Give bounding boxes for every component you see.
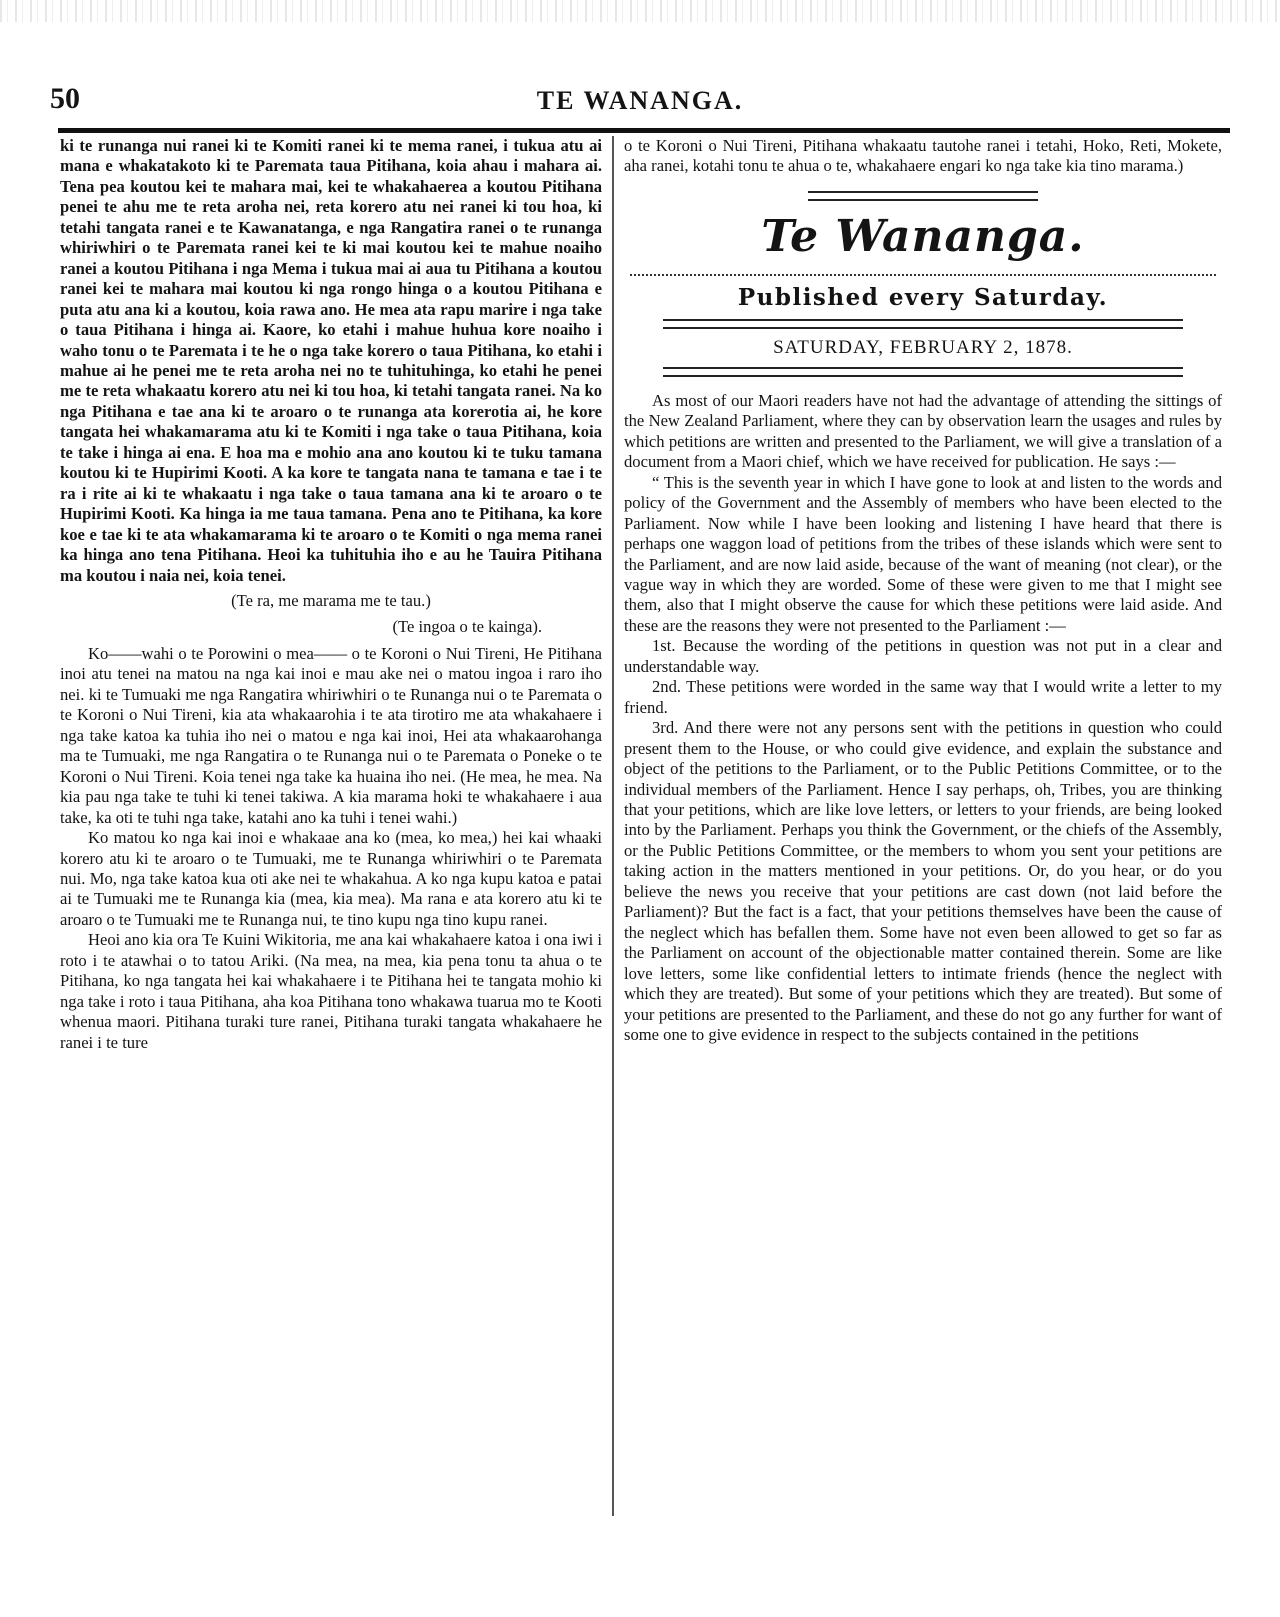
reason-second: 2nd. These petitions were worded in the same way that I would write a letter to my friend. [624, 677, 1222, 717]
petition-witness-paragraph: Ko matou ko nga kai inoi e whakaae ana ko (mea, ko mea,) hei kai whaaki korero atu ki te aroaro o te Tumuaki, me te Runanga whiriwhiri o te Paremata nui. Mo, nga take katoa kua oti ake nei te whakahua. A ko nga kupu katoa e patai ai te Tumuaki me te Runanga kia (mea, kia mea). Ma rana e ata korero atu ki te aroaro o te Tumuaki me te Runanga nui, te tino kupu nga tino kupu ranei. [60, 828, 602, 929]
reason-first: 1st. Because the wording of the petitions in question was not put in a clear and understandable way. [624, 636, 1222, 676]
column-divider [612, 136, 614, 1516]
masthead-title: Te Wananga. [761, 210, 1085, 262]
right-column [624, 136, 1222, 1045]
place-placeholder-line: (Te ingoa o te kainga). [392, 616, 542, 636]
publication-frequency: Published every Saturday. [737, 283, 1109, 311]
maori-text-paragraph: ki te runanga nui ranei ki te Komiti ranei ki te mema ranei, i tukua atu ai mana e whakatakoto ki te Paremata taua Pitihana, koia ahau i mahara ai. Tena pea koutou kei te mahara mai, kei te whakahaerea a koutou Pitihana penei te ahu me te reta aroha nei, reta korero atu nei ranei ki tou hoa, ki tetahi tangata ranei e te Kawanatanga, e nga Rangatira ranei o te runanga whiriwhiri o te Paremata ranei kei te ki mai koutou kei te mahue noaiho ranei a koutou Pitihana i nga Mema i tukua mai ai aua tu Pitihana a koutou ranei kei te mahara mai koutou ki nga rongo hinga o a koutou Pitihana e puta atu ana ki a koutou, koia rawa ano. He mea ata rapu marire i nga take o taua Pitihana i hinga ai. Kaore, ko etahi i mahue huhua kore noaiho i waho tonu o te Paremata i te he o nga take korero o taua Pitihana, ko etahi i mahue ai he penei me te reta aroha nei no te tuhituhinga, ko etahi he penei me te reta whakaatu korero atu nei ki tou hoa, ki tetahi tangata ranei. Na ko nga Pitihana e tae ana ki te aroaro o te runanga ata korerotia ai, he kore tangata hei whakamarama atu ki te Komiti i nga take o taua Pitihana, koia te take i hinga ai ena. E hoa ma e mohio ana ano koutou ki te tuku tamana koutou ki te Hupirimi Kooti. A ka kore te tangata nana te tamana e tae i te ra i rite ai ki te whakaatu i nga take o taua tamana ana ki te aroaro o te Hupirimi Kooti. Ka hinga ia me taua tamana. Pena ano te Pitihana, ka kore koe e tae ki te ata whakamarama ki te aroaro o te Komiti o nga mema ranei ka hinga ano tena Pitihana. Heoi ka tuhituhia iho e au he Tauira Pitihana ma koutou i naia nei, koia tenei. [60, 136, 602, 585]
issue-date: SATURDAY, FEBRUARY 2, 1878. [773, 336, 1073, 358]
petition-template-paragraph: Ko——wahi o te Porowini o mea—— o te Koroni o Nui Tireni, He Pitihana inoi atu tenei na matou na nga kai inoi e mau ake nei o matou ingoa i raro iho nei. ki te Tumuaki me nga Rangatira whiriwhiri o te Runanga nui o te Paremata o te Koroni o Nui Tireni, kia ata whakaarohia i te ata tirotiro me ata whakahaere i nga take katoa ka tuhia iho nei o matou e nga kai inoi, Hei ata whakaarohanga ma te Tumuaki, me nga Rangatira o te Runanga nui o te Paremata o Poneke o te Koroni o Nui Tireni. Koia tenei nga take ka huaina iho nei. (He mea, he mea. Na kia pau nga take te tuhi ki tenei takiwa. A kia marama hoki te whakahaere i aua take, ka oti te tuhi nga take, katahi ano ka tuhi i tenei wahi.) [60, 643, 602, 827]
masthead-rule [808, 191, 1038, 201]
page-header [50, 80, 1230, 120]
reason-third: 3rd. And there were not any persons sent with the petitions in question who could present them to the House, or who could give evidence, and explain the substance and object of the petitions to the Parliament, or to the Public Petitions Committee, or to the individual members of the Parliament. Hence I say perhaps, oh, Tribes, you are thinking that your petitions, which are like love letters, or letters to your friends, are being looked into by the Parliament. Perhaps you think the Government, or the chiefs of the Assembly, or the Public Petitions Committee, or the members to whom you sent your petitions are taking action in the matters mentioned in your petitions. Or, do you hear, or do you believe the news you receive that your petitions are cast down (not laid before the Parliament)? But the fact is a fact, that your petitions themselves have been the cause of the neglect which has befallen them. Some have not even been allowed to get so far as the Parliament on account of the objectionable matter contained therein. Some are like love letters, some like confidential letters to intimate friends (hence the neglect with which they are treated). But some of your petitions which they are treated). But some of your petitions are presented to the Parliament, and these do not go any further for want of some one to give evidence in respect to the subjects contained in the petitions [624, 718, 1222, 1044]
date-rule [663, 367, 1183, 377]
left-column [60, 136, 602, 1053]
running-head-title: TE WANANGA. [536, 86, 744, 115]
editorial-intro: As most of our Maori readers have not had the advantage of attending the sittings of the New Zealand Parliament, where they can by observation learn the usages and rules by which petitions are written and presented to the Parliament, we will give a translation of a document from a Maori chief, which we have received for publication. He says :— [624, 390, 1222, 472]
page-number: 50 [50, 82, 80, 115]
published-rule [663, 319, 1183, 329]
header-rule [58, 128, 1230, 133]
masthead-dotted-rule [630, 274, 1216, 276]
scan-noise [0, 0, 1280, 22]
continued-paragraph: o te Koroni o Nui Tireni, Pitihana whakaatu tautohe ranei i tetahi, Hoko, Reti, Mokete, aha ranei, kotahi tonu te ahua o te, whakahaere engari ko nga take kia tino marama.) [624, 136, 1222, 176]
date-placeholder-line: (Te ra, me marama me te tau.) [231, 590, 431, 610]
chief-quote-paragraph: “ This is the seventh year in which I have gone to look at and listen to the words and policy of the Government and the Assembly of members who have been elected to the Parliament. Now while I have been looking and listening I have heard that there is perhaps one waggon load of petitions from the tribes of these islands which were sent to the Parliament, and are now laid aside, because of the want of meaning (not clear), or the vague way in which they are worded. Some of these were given to me that I might see them, also that I might observe the cause for which these petitions were laid aside. And these are the reasons they were not presented to the Parliament :— [624, 472, 1222, 635]
petition-closing-paragraph: Heoi ano kia ora Te Kuini Wikitoria, me ana kai whakahaere katoa i ona iwi i roto i te atawhai o to tatou Ariki. (Na mea, na mea, kia pena tonu ta ahua o te Pitihana, ko nga tangata hei kai whakahaere i te Pitihana hei te tangata mohio ki nga take i roto i taua Pitihana, aha koa Pitihana tono whakawa tuarua mo te Kooti whenua maori. Pitihana turaki ture ranei, Pitihana turaki tangata whakahaere he ranei i te ture [60, 930, 602, 1052]
